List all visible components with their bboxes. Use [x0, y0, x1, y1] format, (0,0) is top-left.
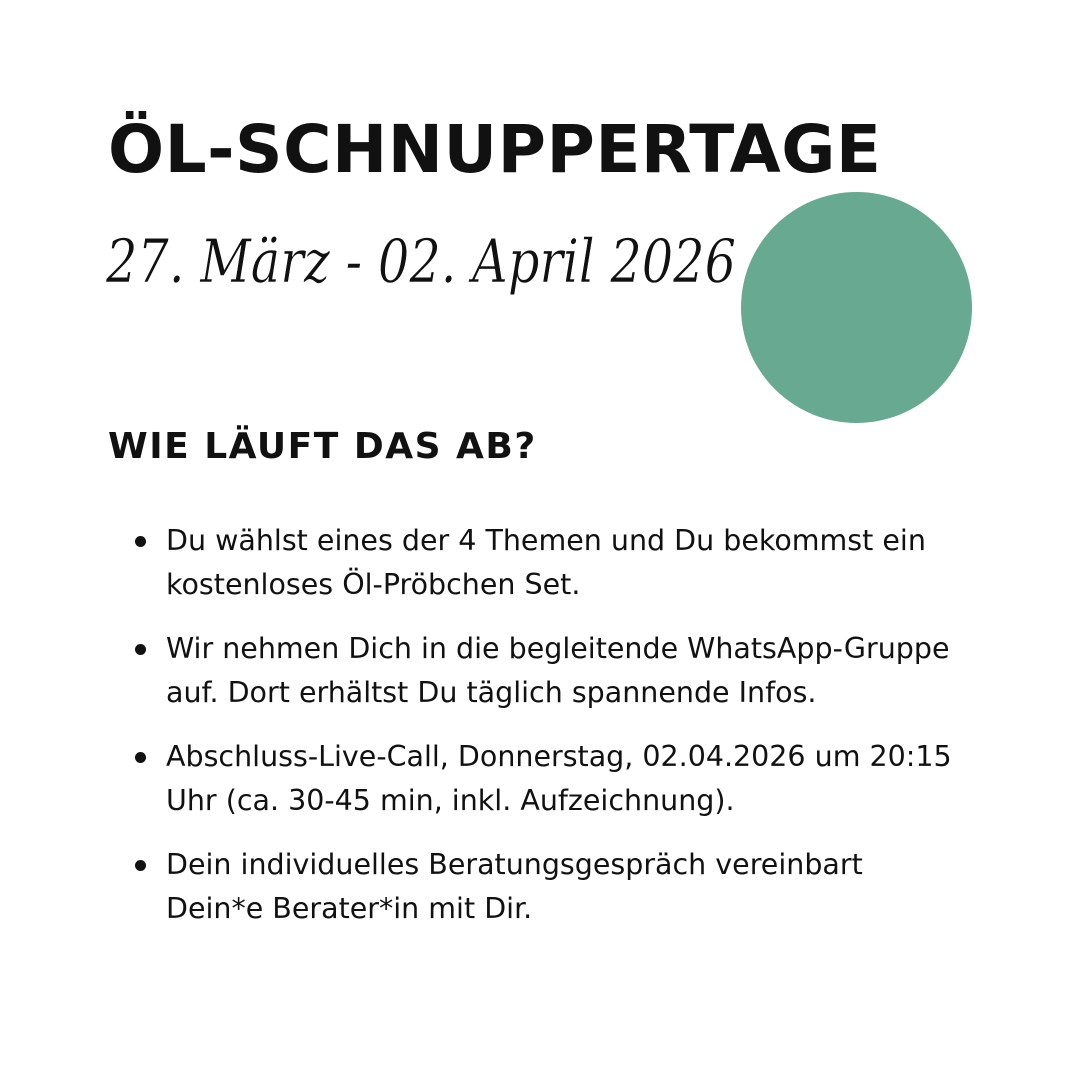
list-item-text: Wir nehmen Dich in die begleitende WhatsApp-Gruppe auf. Dort erhältst Du täglich spannende Infos.	[166, 632, 950, 709]
decorative-circle	[741, 192, 972, 423]
section-heading: WIE LÄUFT DAS AB?	[108, 426, 537, 467]
date-range-text: 27. März - 02. April 2026	[105, 227, 736, 297]
list-item	[128, 843, 968, 931]
list-item	[128, 735, 968, 823]
bullet-dot-icon	[135, 644, 146, 655]
list-item-text: Du wählst eines der 4 Themen und Du bekommst ein kostenloses Öl-Pröbchen Set.	[166, 524, 926, 601]
bullet-dot-icon	[135, 752, 146, 763]
bullet-dot-icon	[135, 860, 146, 871]
list-item-text: Dein individuelles Beratungsgespräch vereinbart Dein*e Berater*in mit Dir.	[166, 848, 863, 925]
bullet-dot-icon	[135, 536, 146, 547]
date-range-script	[100, 200, 750, 340]
info-list	[128, 519, 968, 951]
page-title: ÖL-SCHNUPPERTAGE	[108, 111, 882, 188]
list-item	[128, 519, 968, 607]
list-item	[128, 627, 968, 715]
list-item-text: Abschluss-Live-Call, Donnerstag, 02.04.2026 um 20:15 Uhr (ca. 30-45 min, inkl. Aufzeichnung).	[166, 740, 952, 817]
date-range	[100, 200, 750, 340]
